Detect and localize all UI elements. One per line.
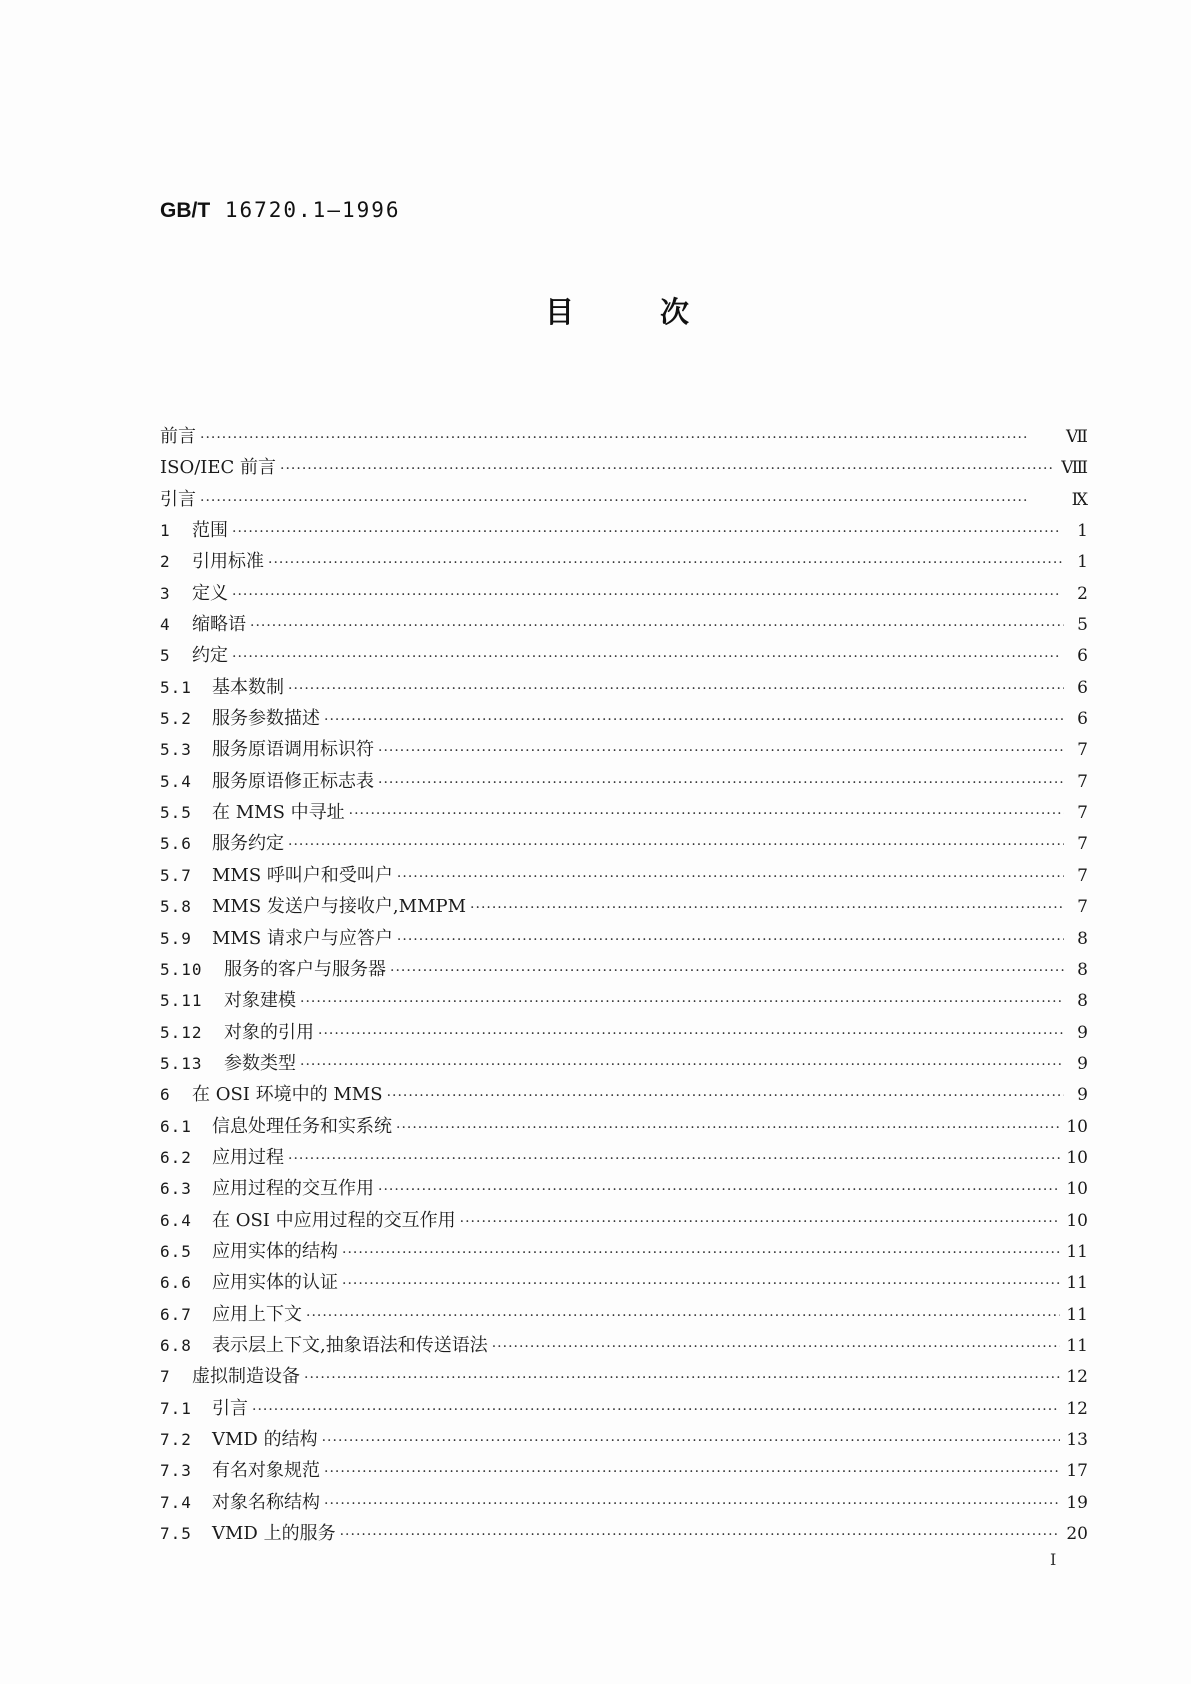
toc-entry[interactable] — [160, 1267, 1088, 1298]
toc-entry-number: 5.7 — [160, 865, 192, 885]
toc-entry-title: 缩略语 — [192, 614, 246, 636]
toc-entry-title: 信息处理任务和实系统 — [212, 1115, 392, 1137]
toc-leader-dots — [232, 517, 1064, 548]
toc-entry[interactable] — [160, 578, 1088, 609]
toc-leader-dots — [349, 799, 1064, 830]
toc-entry-page: 7 — [1077, 740, 1088, 761]
toc-entry-title: 表示层上下文,抽象语法和传送语法 — [212, 1334, 488, 1356]
title-char-2: 次 — [660, 295, 690, 329]
toc-entry-number: 7.1 — [160, 1398, 192, 1418]
toc-entry-page: 11 — [1066, 1304, 1088, 1325]
toc-entry-title: 在 OSI 环境中的 MMS — [192, 1084, 383, 1106]
toc-entry-number: 7.4 — [160, 1492, 192, 1512]
toc-entry-number: 6.2 — [160, 1147, 192, 1167]
toc-entry-page: 8 — [1077, 928, 1088, 949]
toc-entry-number: 6 — [160, 1085, 171, 1105]
toc-entry[interactable] — [160, 954, 1088, 985]
toc-entry-title: 应用过程的交互作用 — [212, 1178, 374, 1200]
toc-entry-title: 基本数制 — [212, 676, 284, 698]
toc-entry-title: 应用实体的结构 — [212, 1240, 338, 1262]
toc-entry[interactable] — [160, 860, 1088, 891]
toc-entry-page: 10 — [1066, 1147, 1088, 1168]
toc-entry[interactable] — [160, 672, 1088, 703]
toc-entry-title: 应用过程 — [212, 1146, 284, 1168]
toc-leader-dots — [397, 862, 1064, 893]
toc-leader-dots — [396, 1113, 1060, 1144]
toc-entry-page: 8 — [1077, 991, 1088, 1012]
toc-entry[interactable] — [160, 1173, 1088, 1204]
toc-entry-number: 5.10 — [160, 959, 203, 979]
toc-entry-number: 5 — [160, 646, 171, 666]
toc-leader-dots — [200, 486, 1064, 517]
toc-entry-title: 有名对象规范 — [212, 1460, 320, 1482]
toc-leader-dots — [324, 1457, 1060, 1488]
toc-entry-number: 7.2 — [160, 1430, 192, 1449]
page-title — [545, 290, 689, 331]
toc-entry-page: 6 — [1077, 646, 1088, 667]
toc-entry-page: 8 — [1077, 959, 1088, 980]
toc-entry-page: Ⅷ — [1061, 458, 1088, 479]
toc-entry-page: 13 — [1066, 1430, 1088, 1450]
toc-entry[interactable] — [160, 703, 1088, 734]
toc-entry-title: MMS 发送户与接收户,MMPM — [212, 896, 467, 918]
toc-leader-dots — [300, 987, 1064, 1018]
toc-leader-dots — [318, 1019, 1064, 1050]
standard-number — [160, 198, 401, 223]
toc-entry-title: 对象建模 — [224, 990, 296, 1012]
toc-leader-dots — [387, 1081, 1064, 1112]
toc-entry-title: 引言 — [160, 488, 196, 510]
toc-entry-number: 5.12 — [160, 1022, 203, 1042]
toc-entry[interactable] — [160, 1455, 1088, 1486]
toc-entry-title: 在 MMS 中寻址 — [212, 802, 345, 824]
toc-leader-dots — [378, 768, 1064, 799]
toc-leader-dots — [232, 580, 1064, 611]
toc-entry[interactable] — [160, 1236, 1088, 1267]
toc-entry[interactable] — [160, 1361, 1088, 1392]
toc-entry-number: 6.6 — [160, 1273, 192, 1293]
toc-entry[interactable] — [160, 1111, 1088, 1142]
toc-entry-page: 11 — [1066, 1241, 1088, 1262]
toc-entry-page: 11 — [1066, 1335, 1088, 1356]
table-of-contents — [160, 421, 1088, 1549]
toc-entry-page: 9 — [1077, 1085, 1088, 1106]
toc-entry-number: 7 — [160, 1367, 171, 1387]
toc-entry-title: ISO/IEC 前言 — [160, 457, 277, 479]
toc-entry-page: 7 — [1077, 771, 1088, 792]
toc-leader-dots — [390, 956, 1064, 987]
toc-entry-page: 7 — [1077, 803, 1088, 824]
toc-entry[interactable] — [160, 546, 1088, 577]
toc-entry[interactable] — [160, 1330, 1088, 1361]
toc-entry-number: 2 — [160, 552, 171, 572]
toc-entry[interactable] — [160, 1079, 1088, 1110]
toc-entry-page: 10 — [1066, 1116, 1088, 1137]
toc-entry-page: 20 — [1066, 1524, 1088, 1545]
toc-entry[interactable] — [160, 484, 1088, 515]
toc-entry-page: 1 — [1077, 552, 1088, 573]
toc-entry[interactable] — [160, 985, 1088, 1016]
toc-entry[interactable] — [160, 640, 1088, 671]
toc-entry[interactable] — [160, 1142, 1088, 1173]
toc-entry-title: MMS 请求户与应答户 — [212, 927, 393, 949]
toc-entry-page: 2 — [1077, 583, 1088, 604]
toc-entry-page: 9 — [1077, 1053, 1088, 1074]
toc-entry-page: 12 — [1066, 1398, 1088, 1419]
toc-entry[interactable] — [160, 1048, 1088, 1079]
toc-entry-number: 6.8 — [160, 1335, 192, 1355]
toc-entry-number: 5.2 — [160, 709, 192, 729]
toc-entry-number: 6.5 — [160, 1241, 192, 1261]
toc-leader-dots — [252, 1395, 1060, 1426]
toc-entry[interactable] — [160, 734, 1088, 765]
toc-entry-title: 在 OSI 中应用过程的交互作用 — [212, 1209, 456, 1231]
toc-entry-page: 1 — [1077, 521, 1088, 542]
toc-entry[interactable] — [160, 797, 1088, 828]
toc-entry[interactable] — [160, 452, 1088, 483]
toc-entry-number: 6.7 — [160, 1304, 192, 1324]
toc-entry[interactable] — [160, 1424, 1088, 1455]
toc-leader-dots — [324, 705, 1064, 736]
toc-entry-title: 参数类型 — [224, 1052, 296, 1074]
toc-entry-page: 10 — [1066, 1179, 1088, 1200]
toc-entry[interactable] — [160, 1299, 1088, 1330]
toc-entry[interactable] — [160, 1205, 1088, 1236]
toc-entry-title: 范围 — [192, 520, 228, 542]
toc-entry-title: VMD 上的服务 — [212, 1523, 336, 1545]
toc-entry-number: 7.3 — [160, 1461, 192, 1481]
toc-entry-title: 虚拟制造设备 — [192, 1366, 300, 1388]
toc-entry-title: 引用标准 — [192, 551, 264, 573]
standard-code: 16720.1—1996 — [224, 198, 401, 222]
toc-leader-dots — [492, 1332, 1061, 1363]
toc-entry[interactable] — [160, 515, 1088, 546]
standard-prefix: GB/T — [160, 199, 211, 222]
title-char-1: 目 — [545, 295, 575, 329]
toc-leader-dots — [306, 1301, 1060, 1332]
toc-entry-number: 6.3 — [160, 1179, 192, 1199]
toc-entry[interactable] — [160, 1487, 1088, 1518]
toc-entry-number: 7.5 — [160, 1524, 192, 1544]
toc-entry[interactable] — [160, 891, 1088, 922]
toc-leader-dots — [342, 1238, 1060, 1269]
toc-entry-page: 7 — [1077, 834, 1088, 855]
toc-entry-title: 服务约定 — [212, 833, 284, 855]
toc-leader-dots — [378, 736, 1064, 767]
toc-leader-dots — [232, 642, 1064, 673]
toc-leader-dots — [304, 1363, 1060, 1394]
toc-entry[interactable] — [160, 766, 1088, 797]
toc-leader-dots — [378, 1175, 1060, 1206]
toc-leader-dots — [322, 1426, 1061, 1457]
toc-entry-number: 6.4 — [160, 1210, 192, 1230]
toc-entry[interactable] — [160, 421, 1088, 452]
toc-entry-title: 服务参数描述 — [212, 708, 320, 730]
toc-entry-number: 5.13 — [160, 1053, 203, 1073]
toc-leader-dots — [280, 454, 1055, 485]
toc-entry-title: 服务的客户与服务器 — [224, 958, 386, 980]
toc-entry-number: 5.8 — [160, 897, 192, 917]
toc-leader-dots — [470, 893, 1064, 924]
toc-leader-dots — [288, 674, 1064, 705]
page-folio: I — [1050, 1550, 1057, 1569]
toc-entry-title: VMD 的结构 — [212, 1429, 318, 1450]
toc-entry-title: 对象名称结构 — [212, 1491, 320, 1513]
toc-entry-page: 12 — [1066, 1367, 1088, 1388]
toc-entry-title: 引言 — [212, 1397, 248, 1419]
toc-entry-page: Ⅸ — [1071, 489, 1088, 510]
toc-leader-dots — [300, 1050, 1064, 1081]
toc-entry[interactable] — [160, 1518, 1088, 1549]
toc-leader-dots — [340, 1520, 1061, 1551]
toc-leader-dots — [268, 548, 1064, 579]
toc-entry-page: 6 — [1077, 677, 1088, 698]
toc-leader-dots — [200, 423, 1060, 454]
toc-entry-title: 应用上下文 — [212, 1303, 302, 1325]
toc-entry-title: 约定 — [192, 645, 228, 667]
toc-entry[interactable] — [160, 828, 1088, 859]
toc-entry-number: 5.6 — [160, 834, 192, 854]
toc-leader-dots — [460, 1207, 1061, 1238]
toc-entry-title: 应用实体的认证 — [212, 1272, 338, 1294]
toc-entry-title: 前言 — [160, 426, 196, 447]
toc-entry-number: 6.1 — [160, 1116, 192, 1136]
toc-entry-number: 3 — [160, 583, 171, 603]
toc-entry-title: MMS 呼叫户和受叫户 — [212, 864, 393, 886]
toc-entry-number: 5.3 — [160, 740, 192, 760]
toc-leader-dots — [324, 1489, 1060, 1520]
toc-leader-dots — [250, 611, 1064, 642]
toc-entry-number: 5.5 — [160, 803, 192, 823]
toc-entry-page: 19 — [1066, 1492, 1088, 1513]
toc-entry-page: 7 — [1077, 865, 1088, 886]
toc-entry-page: Ⅶ — [1066, 427, 1088, 447]
toc-entry[interactable] — [160, 1393, 1088, 1424]
toc-entry-page: 5 — [1077, 615, 1088, 636]
toc-entry-title: 定义 — [192, 582, 228, 604]
toc-entry[interactable] — [160, 1017, 1088, 1048]
toc-leader-dots — [397, 925, 1064, 956]
toc-entry-page: 11 — [1066, 1273, 1088, 1294]
toc-entry-title: 对象的引用 — [224, 1021, 314, 1043]
toc-entry-number: 5.1 — [160, 677, 192, 697]
toc-entry-number: 4 — [160, 615, 171, 635]
toc-entry-page: 10 — [1066, 1210, 1088, 1231]
toc-leader-dots — [288, 830, 1064, 861]
toc-entry[interactable] — [160, 923, 1088, 954]
toc-entry-page: 17 — [1066, 1461, 1088, 1482]
toc-entry-number: 5.11 — [160, 991, 203, 1011]
toc-entry-number: 1 — [160, 521, 171, 541]
toc-entry-page: 6 — [1077, 709, 1088, 730]
toc-leader-dots — [288, 1144, 1060, 1175]
toc-entry-number: 5.4 — [160, 771, 192, 791]
toc-entry-number: 5.9 — [160, 928, 192, 948]
toc-leader-dots — [342, 1269, 1060, 1300]
toc-entry-page: 9 — [1077, 1022, 1088, 1043]
toc-entry[interactable] — [160, 609, 1088, 640]
toc-entry-page: 7 — [1077, 897, 1088, 918]
toc-entry-title: 服务原语调用标识符 — [212, 739, 374, 761]
toc-entry-title: 服务原语修正标志表 — [212, 770, 374, 792]
